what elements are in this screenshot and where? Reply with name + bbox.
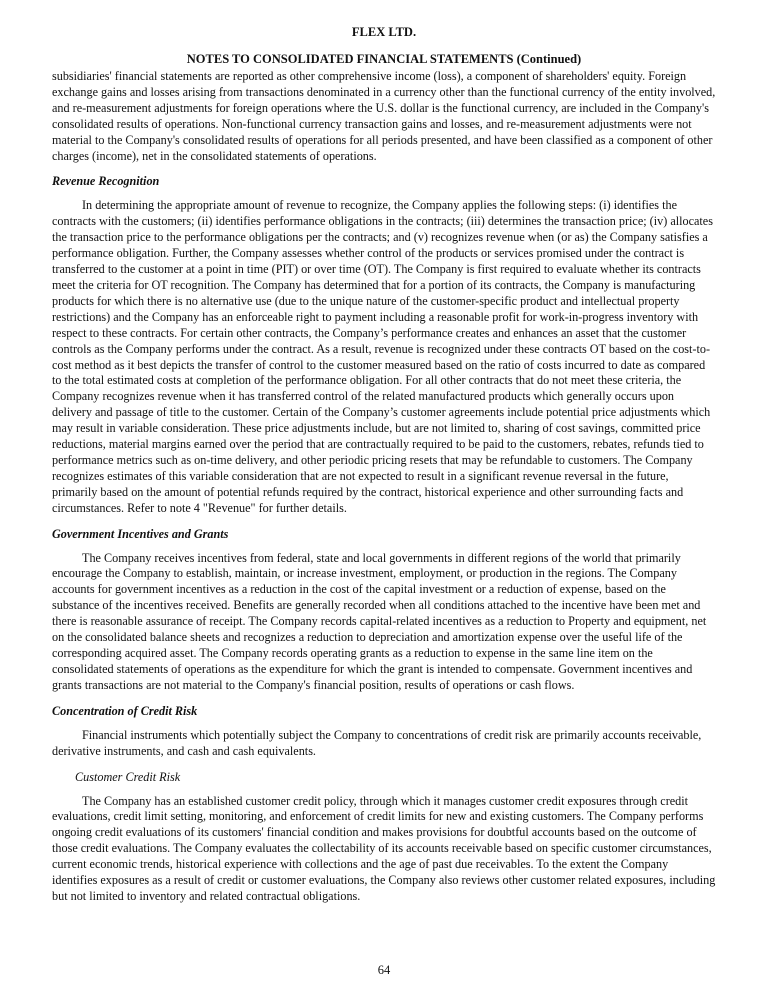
page-title: NOTES TO CONSOLIDATED FINANCIAL STATEMENTS (Continued) [186, 52, 582, 66]
customer-credit-risk-heading: Customer Credit Risk [75, 769, 181, 784]
concentration-credit-risk-heading: Concentration of Credit Risk [52, 703, 198, 718]
revenue-recognition-paragraph: In determining the appropriate amount of revenue to recognize, the Company applies the following steps: (i) identifies the contracts with the customers; (ii) identifies performance obligations in the contracts; (iii) determines the transaction price; (iv) allocates the transaction price to the performance obligations per the contracts; and (v) recognizes revenue when (or as) the Company satisfies a performance obligation. Further, the Company assesses whether control of the products or services promised under the contract is transferred to the customer at a point in time (PIT) or over time (OT). The Company is first required to evaluate whether its contracts meet the criteria for OT recognition. The Company has determined that for a portion of its contracts, the Company is manufacturing products for which there is no alternative use (due to the unique nature of the customer-specific product and intellectual property restrictions) and the Company has an enforceable right to payment including a reasonable profit for work-in-progress inventory with respect to these contracts. For certain other contracts, the Company’s performance creates and enhances an asset that the customer controls as the Company performs under the contract. As a result, revenue is recognized under these contracts OT based on the cost-to-cost method as it best depicts the transfer of control to the customer measured based on the ratio of costs incurred to date as compared to the total estimated costs at completion of the performance obligation. For all other contracts that do not meet these criteria, the Company recognizes revenue when it has transferred control of the related manufactured products which generally occurs upon delivery and passage of title to the customer. Certain of the Company’s customer agreements include potential price adjustments which may result in variable consideration. These price adjustments include, but are not limited to, sharing of cost savings, committed price reductions, material margins earned over the period that are contractually required to be paid to the customers, rebates, refunds tied to performance metrics such as on-time delivery, and other periodic pricing resets that may be refundable to customers. The Company recognizes estimates of this variable consideration that are not expected to result in a significant revenue reversal in the future, primarily based on the amount of potential refunds required by the contract, historical experience and other surrounding facts and circumstances. Refer to note 4 "Revenue" for further details. [52, 198, 713, 515]
document-page [52, 24, 716, 994]
government-incentives-paragraph: The Company receives incentives from federal, state and local governments in different regions of the world that primarily encourage the Company to establish, maintain, or increase investment, employment, or production in the regions. The Company accounts for government incentives as a reduction in the cost of the capital investment or a reduction of expense, based on the substance of the incentives received. Benefits are generally recorded when all conditions attached to the incentive have been met and there is reasonable assurance of receipt. The Company records capital-related incentives as a reduction to Property and equipment, net on the consolidated balance sheets and recognizes a reduction to depreciation and amortization expense over the useful life of the corresponding acquired asset. The Company records operating grants as a reduction to expense in the same line item on the consolidated statements of operations as the expenditure for which the grant is intended to compensate. Government incentives and grants transactions are not material to the Company's financial position, results of operations or cash flows. [52, 550, 707, 692]
government-incentives-heading: Government Incentives and Grants [52, 526, 229, 541]
intro-paragraph: subsidiaries' financial statements are reported as other comprehensive income (loss), a component of shareholders' equity. Foreign exchange gains and losses arising from transactions denominated in a currency other than the functional currency of the entity involved, and re-measurement adjustments for foreign operations where the U.S. dollar is the functional currency, are included in the Company's consolidated results of operations. Non-functional currency transaction gains and losses, and re-measurement adjustments were not material to the Company's consolidated results of operations for all periods presented, and have been classified as a component of other charges (income), net in the consolidated statements of operations. [52, 69, 716, 163]
concentration-credit-risk-paragraph: Financial instruments which potentially subject the Company to concentrations of credit risk are primarily accounts receivable, derivative instruments, and cash and cash equivalents. [52, 727, 702, 758]
page-number: 64 [377, 963, 391, 977]
customer-credit-risk-paragraph: The Company has an established customer credit policy, through which it manages customer credit exposures through credit evaluations, credit limit setting, monitoring, and enforcement of credit limits for new and existing customers. The Company performs ongoing credit evaluations of its customers' financial condition and makes provisions for doubtful accounts based on the outcome of those credit evaluations. The Company evaluates the collectability of its accounts receivable based on specific customer circumstances, current economic trends, historical experience with collections and the age of past due receivables. To the extent the Company identifies exposures as a result of credit or customer evaluations, the Company also reviews other customer related exposures, including but not limited to inventory and related contractual obligations. [52, 793, 716, 903]
company-name: FLEX LTD. [351, 25, 417, 39]
revenue-recognition-heading: Revenue Recognition [52, 174, 160, 189]
